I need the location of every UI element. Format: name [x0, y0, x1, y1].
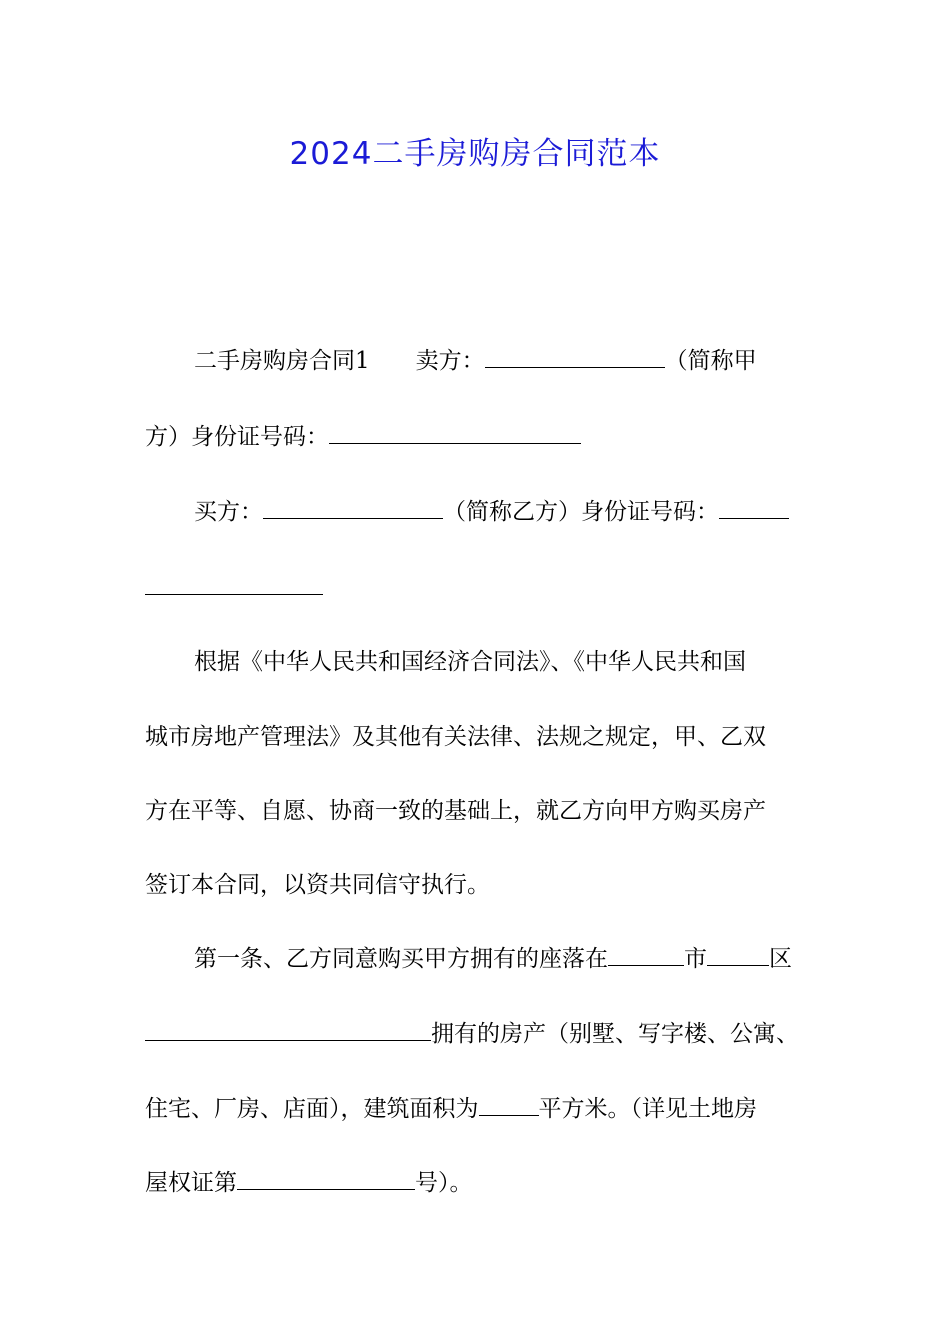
paragraph-line: 方在平等、自愿、协商一致的基础上，就乙方向甲方购买房产: [145, 798, 766, 824]
certificate-number-blank: [237, 1167, 415, 1190]
buyer-id-blank: [719, 496, 789, 519]
seller-abbrev-label: （简称甲: [664, 348, 757, 374]
property-type-text: 拥有的房产（别墅、写字楼、公寓、: [431, 1021, 799, 1047]
seller-id-line: [145, 421, 581, 452]
city-label: 市: [684, 946, 707, 972]
district-label: 区: [769, 946, 792, 972]
area-text: 住宅、厂房、店面），建筑面积为: [145, 1096, 479, 1122]
document-title: 2024二手房购房合同范本: [289, 136, 661, 172]
district-blank: [707, 943, 769, 966]
buyer-label: 买方：: [194, 499, 263, 525]
area-blank: [479, 1093, 539, 1116]
buyer-id-continued-line: [145, 572, 323, 603]
city-blank: [608, 943, 684, 966]
seller-id-blank: [329, 421, 581, 444]
buyer-id-label: （简称乙方）身份证号码：: [443, 499, 719, 525]
seller-label: 二手房购房合同1 卖方：: [194, 348, 485, 374]
buyer-id-blank-continued: [145, 572, 323, 595]
seller-line: [194, 345, 757, 376]
certificate-text: 屋权证第: [145, 1170, 237, 1196]
paragraph-line: 城市房地产管理法》及其他有关法律、法规之规定，甲、乙双: [145, 724, 766, 750]
article-1-line: [145, 1093, 757, 1124]
article-1-line: [145, 1018, 799, 1049]
article-1-line: [194, 943, 792, 974]
paragraph-line: 根据《中华人民共和国经济合同法》、《中华人民共和国: [194, 649, 746, 675]
area-unit-text: 平方米。（详见土地房: [538, 1096, 757, 1122]
certificate-suffix-text: 号）。: [415, 1170, 473, 1196]
article-1-line: [145, 1167, 473, 1198]
address-blank: [145, 1018, 431, 1041]
article-1-text: 第一条、乙方同意购买甲方拥有的座落在: [194, 946, 608, 972]
seller-name-blank: [485, 345, 665, 368]
paragraph-line: 签订本合同，以资共同信守执行。: [145, 872, 490, 898]
buyer-line: [194, 496, 789, 527]
buyer-name-blank: [263, 496, 443, 519]
seller-id-label: 方）身份证号码：: [145, 424, 329, 450]
